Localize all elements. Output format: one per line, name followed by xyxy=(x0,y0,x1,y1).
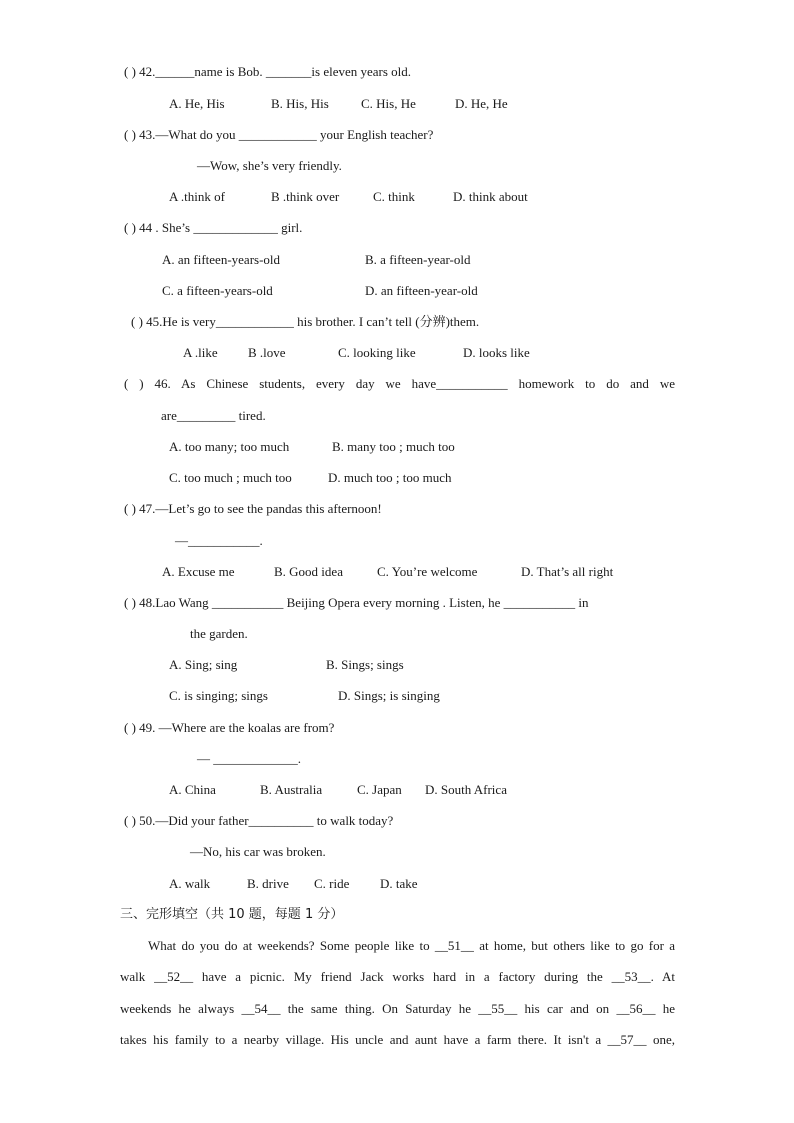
q46-option-b: B. many too ; much too xyxy=(332,439,455,454)
question-43-reply: —Wow, she’s very friendly. xyxy=(197,158,342,173)
passage-line-4: takes his family to a nearby village. His uncle and aunt have a farm there. It isn't a __57__ one, xyxy=(120,1032,675,1047)
q48-option-d: D. Sings; is singing xyxy=(338,688,440,703)
q44-option-d: D. an fifteen-year-old xyxy=(365,283,478,298)
q44-option-a: A. an fifteen-years-old xyxy=(162,252,281,267)
q50-option-d: D. take xyxy=(380,876,418,891)
q45-option-c: C. looking like xyxy=(338,345,416,360)
question-48-cont: the garden. xyxy=(190,626,248,641)
question-46: ( ) 46. As Chinese students, every day we have___________ homework to do and we xyxy=(124,376,675,391)
question-44: ( ) 44 . She’s _____________ girl. xyxy=(124,220,303,235)
q43-option-a: A .think of xyxy=(169,189,225,204)
q47-option-a: A. Excuse me xyxy=(162,564,235,579)
q48-option-b: B. Sings; sings xyxy=(326,657,404,672)
q49-option-c: C. Japan xyxy=(357,782,402,797)
question-48: ( ) 48.Lao Wang ___________ Beijing Opera every morning . Listen, he ___________ in xyxy=(124,595,589,610)
question-50-reply: —No, his car was broken. xyxy=(190,844,326,859)
q50-option-a: A. walk xyxy=(169,876,211,891)
question-49-reply: — _____________. xyxy=(197,751,301,766)
passage-line-3: weekends he always __54__ the same thing. On Saturday he __55__ his car and on __56__ he xyxy=(120,1001,675,1016)
q49-option-b: B. Australia xyxy=(260,782,323,797)
question-46-cont: are_________ tired. xyxy=(161,408,266,423)
q46-option-a: A. too many; too much xyxy=(169,439,290,454)
q42-option-b: B. His, His xyxy=(271,96,329,111)
question-47-reply: —___________. xyxy=(175,533,263,548)
q43-option-c: C. think xyxy=(373,189,415,204)
q48-option-c: C. is singing; sings xyxy=(169,688,268,703)
q49-option-a: A. China xyxy=(169,782,216,797)
q45-option-a: A .like xyxy=(183,345,218,360)
question-45: ( ) 45.He is very____________ his brother. I can’t tell (分辨)them. xyxy=(131,314,480,329)
section-heading: 三、完形填空（共 10 题，每题 1 分） xyxy=(120,907,344,922)
question-47: ( ) 47.—Let’s go to see the pandas this afternoon! xyxy=(124,501,382,516)
q47-option-b: B. Good idea xyxy=(274,564,343,579)
passage-line-1: What do you do at weekends? Some people like to __51__ at home, but others like to go for a xyxy=(148,938,675,953)
q44-option-c: C. a fifteen-years-old xyxy=(162,283,273,298)
q42-option-d: D. He, He xyxy=(455,96,508,111)
q47-option-d: D. That’s all right xyxy=(521,564,614,579)
question-42: ( ) 42.______name is Bob. _______is eleven years old. xyxy=(124,64,412,79)
q47-option-c: C. You’re welcome xyxy=(377,564,478,579)
q50-option-c: C. ride xyxy=(314,876,350,891)
passage-line-2: walk __52__ have a picnic. My friend Jack works hard in a factory during the __53__. At xyxy=(120,969,675,984)
q43-option-d: D. think about xyxy=(453,189,528,204)
q50-option-b: B. drive xyxy=(247,876,289,891)
question-49: ( ) 49. —Where are the koalas are from? xyxy=(124,720,335,735)
question-50: ( ) 50.—Did your father__________ to walk today? xyxy=(124,813,394,828)
q49-option-d: D. South Africa xyxy=(425,782,507,797)
q43-option-b: B .think over xyxy=(271,189,340,204)
q42-option-a: A. He, His xyxy=(169,96,225,111)
q45-option-b: B .love xyxy=(248,345,286,360)
q44-option-b: B. a fifteen-year-old xyxy=(365,252,471,267)
q42-option-c: C. His, He xyxy=(361,96,416,111)
q46-option-c: C. too much ; much too xyxy=(169,470,292,485)
q45-option-d: D. looks like xyxy=(463,345,530,360)
q48-option-a: A. Sing; sing xyxy=(169,657,238,672)
question-43: ( ) 43.—What do you ____________ your English teacher? xyxy=(124,127,434,142)
q46-option-d: D. much too ; too much xyxy=(328,470,452,485)
